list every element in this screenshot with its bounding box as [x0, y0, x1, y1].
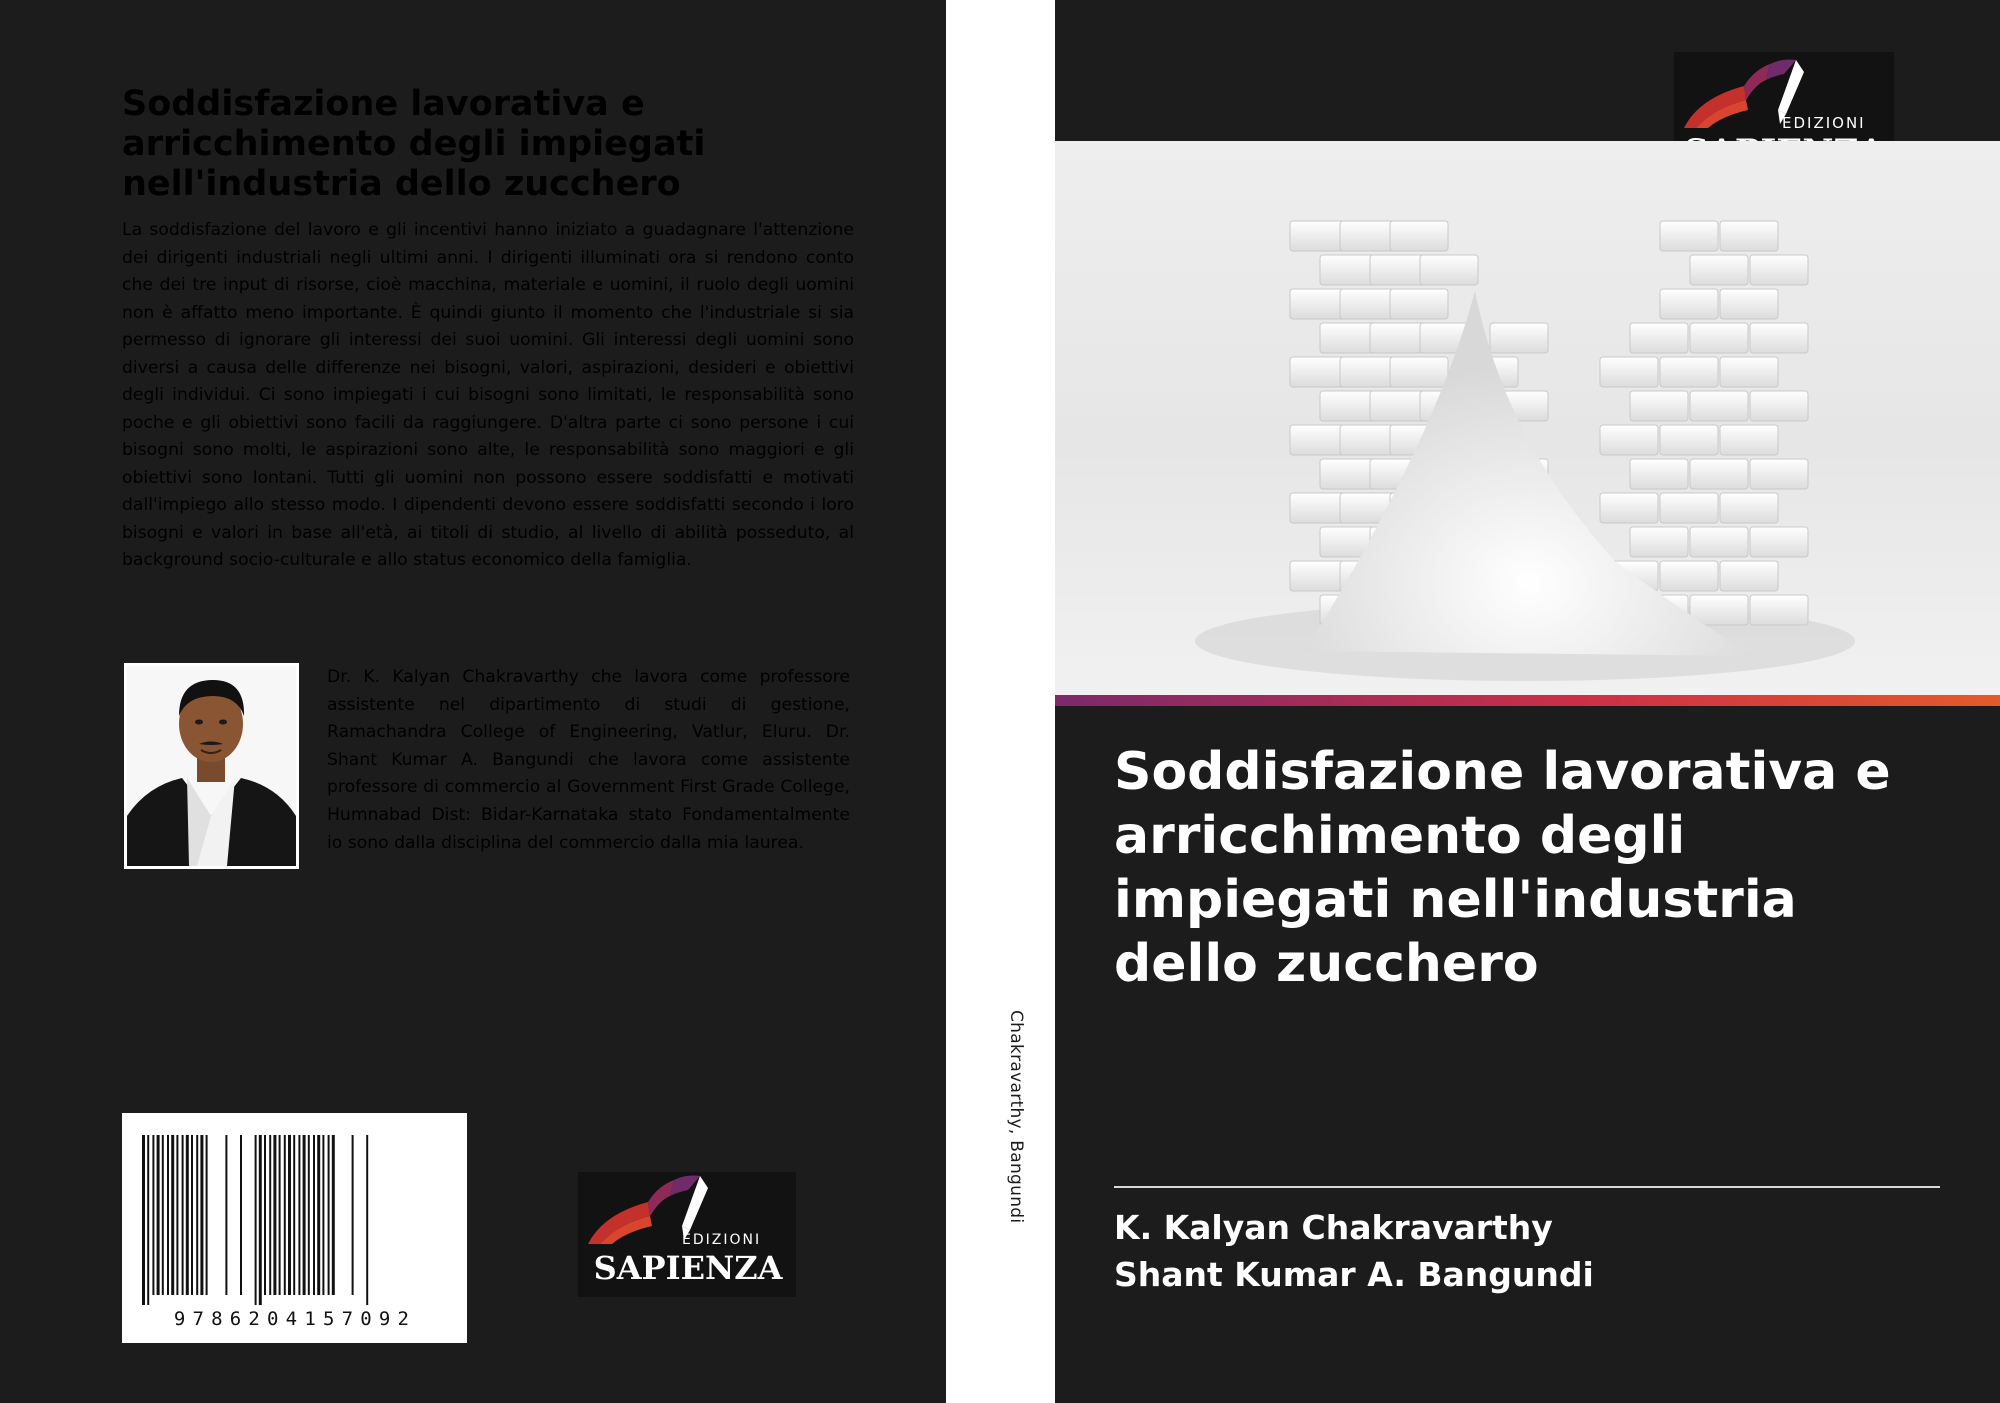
barcode-digits: 9786204157092: [173, 1308, 417, 1330]
sugar-cube: [1750, 527, 1808, 557]
sugar-cube: [1600, 425, 1658, 455]
barcode-bar: [152, 1135, 154, 1295]
logo-edizioni-text: EDIZIONI: [1782, 114, 1866, 132]
sugar-cube: [1660, 493, 1718, 523]
sugar-cube: [1320, 255, 1378, 285]
sugar-cube: [1290, 561, 1348, 591]
barcode-bar: [328, 1135, 330, 1295]
sugar-cube: [1420, 255, 1478, 285]
sugar-cube: [1750, 391, 1808, 421]
barcode-bar: [186, 1135, 189, 1295]
barcode-bar: [191, 1135, 193, 1295]
barcode-bar: [273, 1135, 276, 1295]
sugar-cube: [1690, 255, 1748, 285]
barcode-bar: [269, 1135, 271, 1295]
sugar-cube: [1390, 289, 1448, 319]
barcode-bar: [196, 1135, 198, 1295]
sugar-cube: [1660, 357, 1718, 387]
sugar-cube: [1340, 289, 1398, 319]
sugar-cube: [1720, 357, 1778, 387]
barcode-bar: [176, 1135, 178, 1295]
sugar-cube: [1370, 391, 1428, 421]
sugar-cube: [1320, 391, 1378, 421]
barcode-bar: [352, 1135, 354, 1295]
sugar-cube: [1660, 561, 1718, 591]
sugar-cube-photo: [1055, 141, 2000, 695]
barcode: [122, 1113, 467, 1343]
barcode-bar: [240, 1135, 242, 1295]
sugar-cube: [1370, 323, 1428, 353]
barcode-bar: [303, 1135, 306, 1295]
sugar-cube: [1390, 357, 1448, 387]
sugar-cube: [1750, 255, 1808, 285]
barcode-bar: [264, 1135, 266, 1295]
sugar-cube: [1320, 459, 1378, 489]
back-cover-title: Soddisfazione lavorativa e arricchimento degli impiegati nell'industria dello zucchero: [122, 84, 706, 204]
sugar-cube: [1690, 459, 1748, 489]
sugar-cube: [1600, 357, 1658, 387]
barcode-bar: [206, 1135, 208, 1295]
sugar-cube-tower-image: [1055, 141, 2000, 695]
sugar-cube: [1370, 255, 1428, 285]
sugar-cube: [1720, 425, 1778, 455]
barcode-bar: [298, 1135, 300, 1295]
sugar-cube: [1720, 561, 1778, 591]
barcode-bar: [142, 1135, 145, 1305]
logo-sapienza-text: SAPIENZA: [593, 1249, 783, 1287]
author-photo: [124, 663, 299, 869]
barcode-bar: [255, 1135, 257, 1305]
author-portrait-icon: [127, 666, 296, 866]
sugar-cube: [1290, 493, 1348, 523]
sugar-cube: [1630, 391, 1688, 421]
barcode-bar: [279, 1135, 281, 1295]
sugar-cube: [1290, 357, 1348, 387]
author-2: Shant Kumar A. Bangundi: [1114, 1255, 1594, 1294]
sugar-cube: [1690, 391, 1748, 421]
sugar-cube: [1290, 221, 1348, 251]
spine-authors: Chakravarthy, Bangundi: [1006, 1010, 1026, 1224]
barcode-bar: [293, 1135, 295, 1295]
sugar-cube: [1630, 459, 1688, 489]
sugar-cube: [1660, 425, 1718, 455]
barcode-bar: [366, 1135, 368, 1305]
sugar-cube: [1690, 527, 1748, 557]
sugar-cube: [1720, 221, 1778, 251]
barcode-bar: [167, 1135, 169, 1295]
sugar-cube: [1750, 323, 1808, 353]
sugar-cube: [1690, 323, 1748, 353]
sugar-cube: [1340, 425, 1398, 455]
sugar-cube: [1390, 221, 1448, 251]
sugar-cube: [1720, 493, 1778, 523]
author-bio: Dr. K. Kalyan Chakravarthy che lavora come professore assistente nel dipartimento di studi di gestione, Ramachandra College of Engineering, Vatlur, Eluru. Dr. Shant Kumar A. Bangundi che lavora come assistente professore di commercio al Government First Grade College, Humnabad Dist: Bidar-Karnataka stato Fondamentalmente io sono dalla disciplina del commercio dalla mia laurea.: [327, 667, 850, 853]
accent-stripe: [1055, 695, 2000, 706]
sugar-cube: [1630, 527, 1688, 557]
sugar-cube: [1720, 289, 1778, 319]
back-cover-blurb: La soddisfazione del lavoro e gli incentivi hanno iniziato a guadagnare l'attenzione dei dirigenti industriali negli ultimi anni. I dirigenti illuminati ora si rendono conto che dei tre input di risorse, cioè macchina, materiale e uomini, il ruolo degli uomini non è affatto meno importante. È quindi giunto il momento che l'industriale si sia permesso di ignorare gli interessi dei suoi uomini. Gli interessi degli uomini sono diversi a causa delle differenze nei bisogni, valori, aspirazioni, desideri e obiettivi degli individui. Ci sono impiegati i cui bisogni sono limitati, le responsabilità sono poche e gli obiettivi sono facili da raggiungere. D'altra parte ci sono persone i cui bisogni sono molti, le aspirazioni sono alte, le responsabilità sono maggiori e gli obiettivi sono lontani. Tutti gli uomini non possono essere soddisfatti e motivati dall'impiego allo stesso modo. I dipendenti devono essere soddisfatti secondo i loro bisogni e valori in base all'età, ai titoli di studio, al livello di abilità posseduto, al background socio-culturale e allo status economico della famiglia.: [122, 220, 854, 570]
barcode-bar: [308, 1135, 310, 1295]
barcode-bar: [225, 1135, 227, 1295]
title-divider: [1114, 1186, 1940, 1188]
barcode-bar: [322, 1135, 324, 1295]
barcode-bar: [162, 1135, 164, 1295]
logo-edizioni-text: EDIZIONI: [682, 1232, 762, 1248]
sugar-cube: [1490, 323, 1548, 353]
back-publisher-logo: [578, 1172, 796, 1297]
barcode-bar: [313, 1135, 315, 1295]
barcode-bar: [332, 1135, 335, 1295]
sugar-cube: [1290, 425, 1348, 455]
sugar-cube: [1320, 323, 1378, 353]
barcode-bar: [147, 1135, 149, 1305]
barcode-bar: [171, 1135, 174, 1295]
barcode-bar: [317, 1135, 320, 1295]
barcode-bar: [259, 1135, 262, 1305]
barcode-bar: [200, 1135, 203, 1295]
spine: [946, 0, 1055, 1403]
sugar-cube: [1750, 459, 1808, 489]
sugar-cube: [1660, 221, 1718, 251]
barcode-icon: [122, 1113, 467, 1308]
sugar-cube: [1340, 357, 1398, 387]
front-cover-title: Soddisfazione lavorativa e arricchimento degli impiegati nell'industria dello zucchero: [1114, 742, 1891, 994]
sugar-cube: [1290, 289, 1348, 319]
sugar-cube: [1340, 221, 1398, 251]
sugar-cube: [1660, 289, 1718, 319]
barcode-bar: [157, 1135, 160, 1295]
author-1: K. Kalyan Chakravarthy: [1114, 1208, 1553, 1247]
sugar-cube: [1630, 323, 1688, 353]
barcode-bar: [182, 1135, 184, 1295]
sugar-cube: [1690, 595, 1748, 625]
sugar-cube: [1750, 595, 1808, 625]
barcode-bar: [288, 1135, 291, 1295]
barcode-bar: [284, 1135, 286, 1295]
sugar-cube: [1600, 493, 1658, 523]
